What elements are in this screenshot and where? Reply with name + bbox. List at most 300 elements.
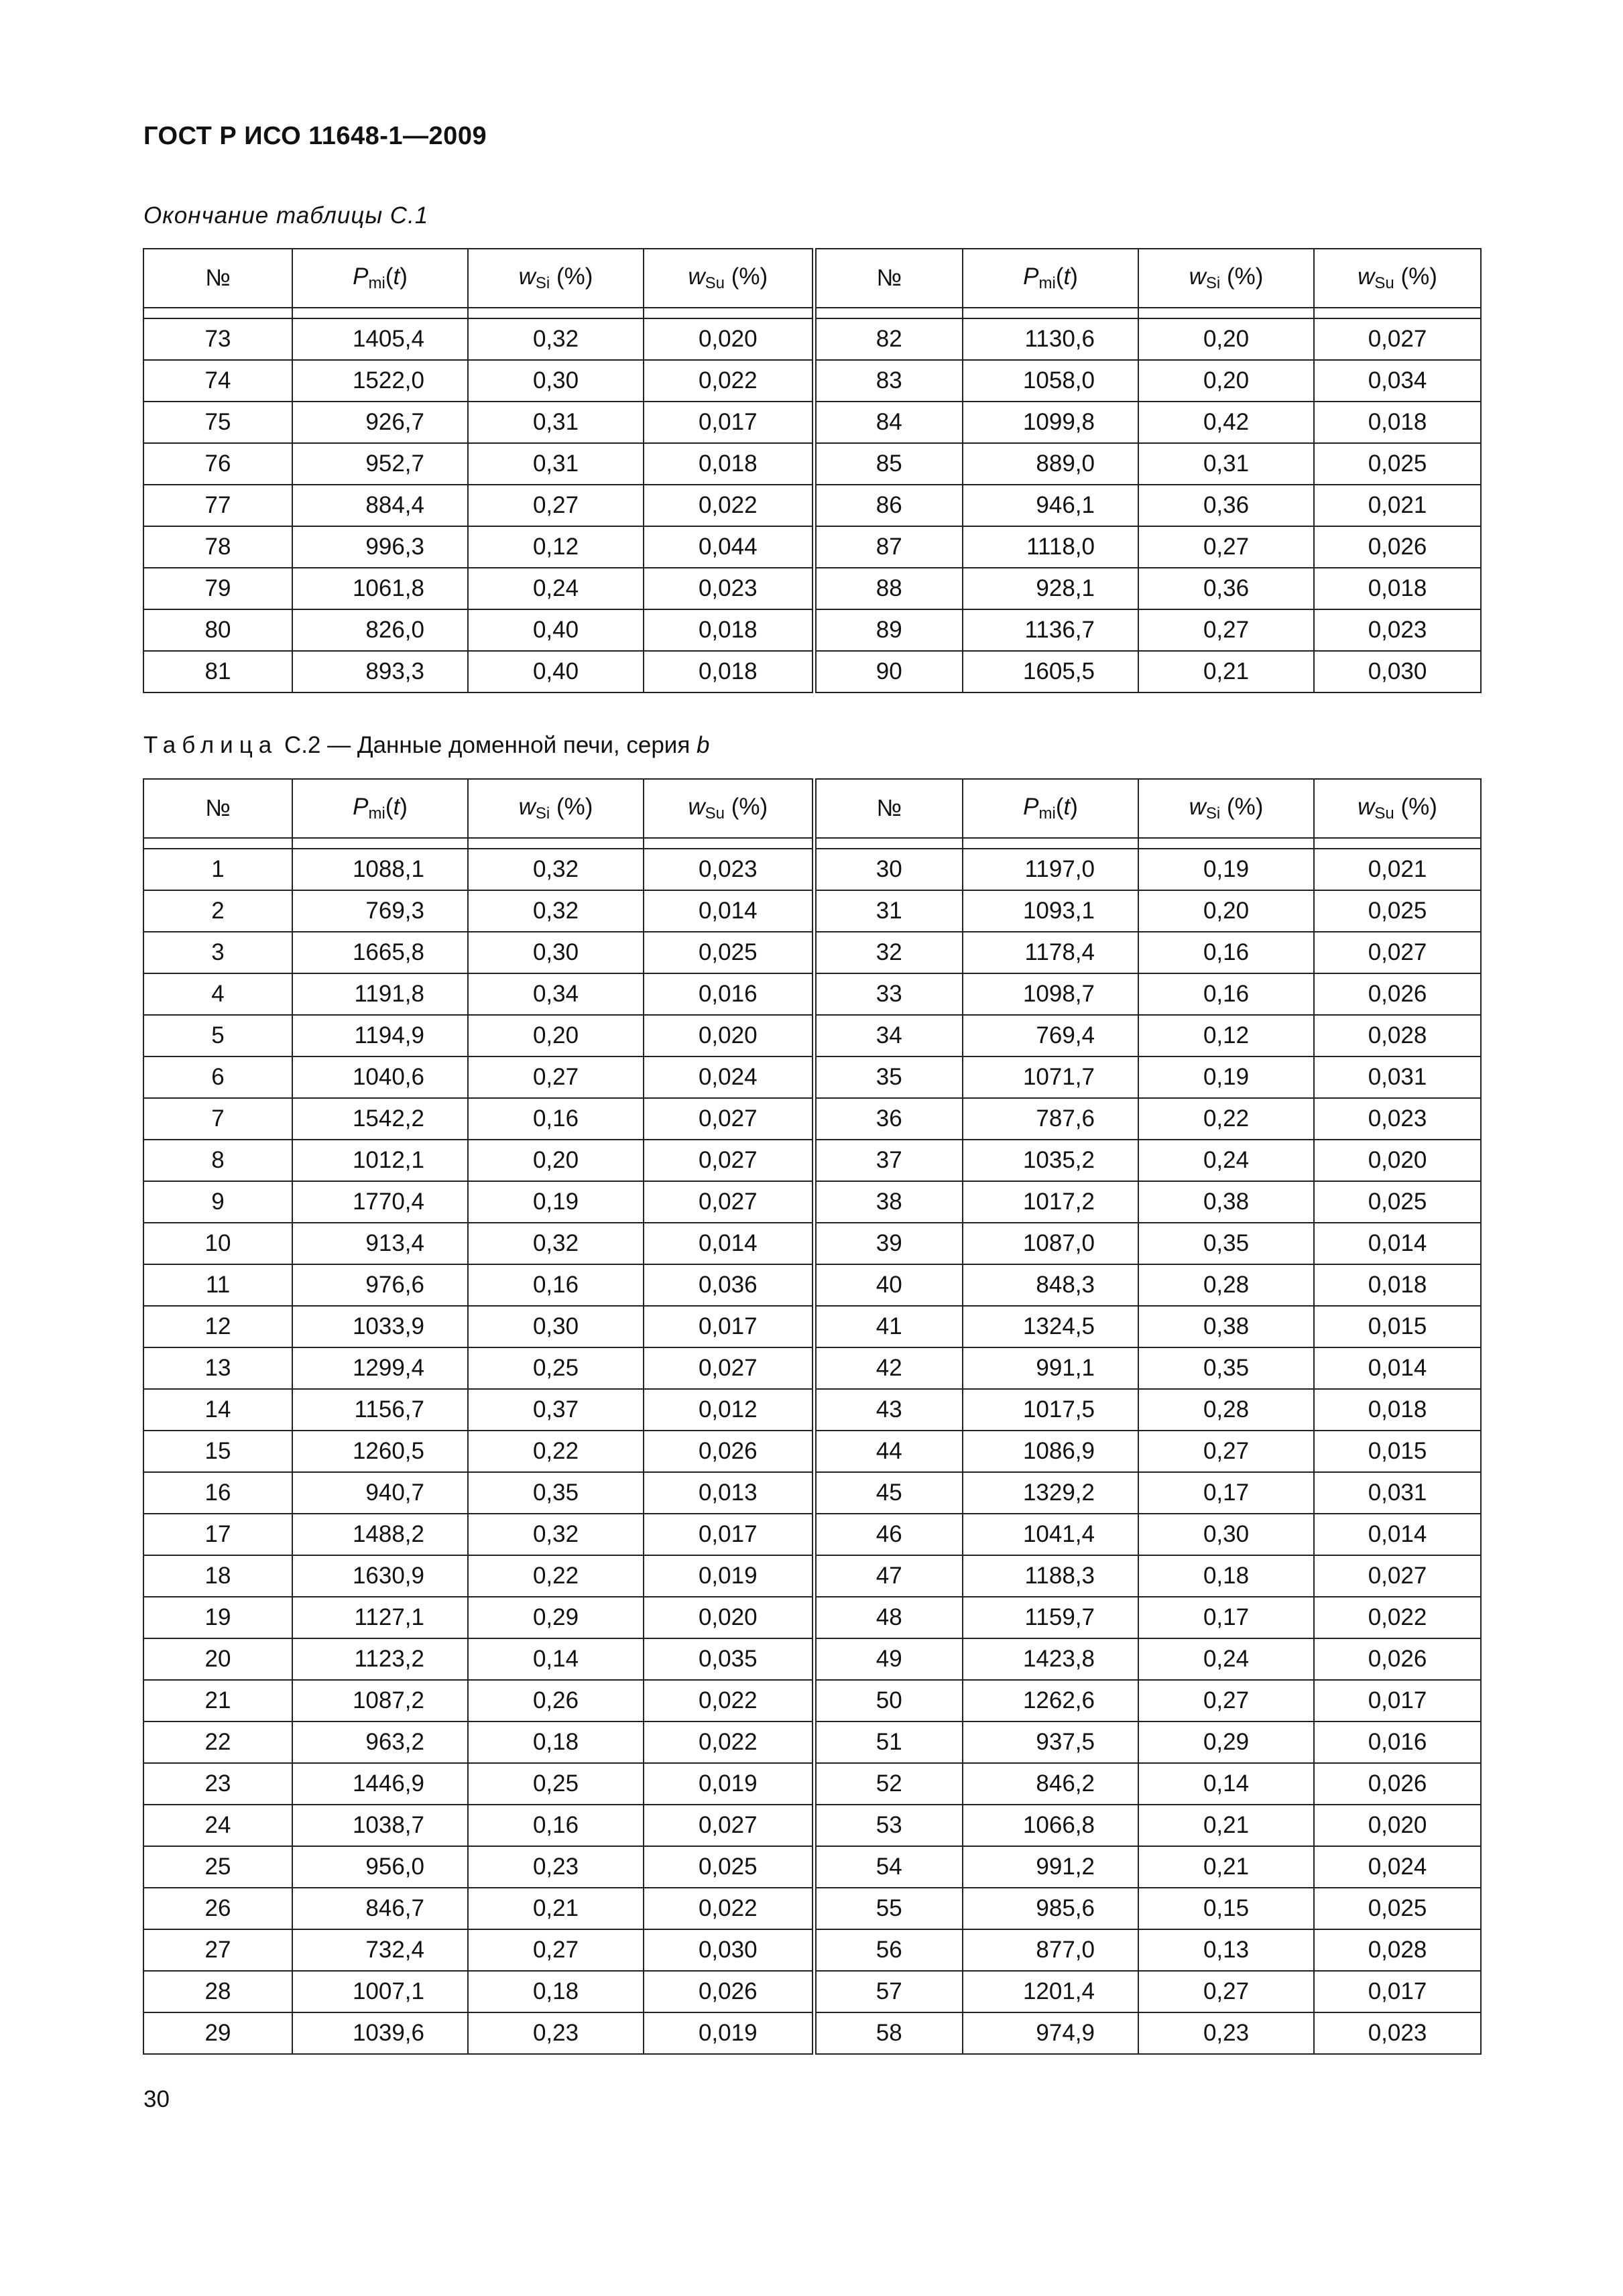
header-w-symbol: w: [518, 794, 536, 820]
table-c2: [143, 778, 1480, 2055]
cell-w-si: 0,30: [468, 360, 644, 402]
cell-w-su: 0,027: [1314, 932, 1481, 973]
cell-w-su: 0,026: [1314, 1638, 1481, 1680]
cell-p-mi: 769,4: [963, 1015, 1138, 1056]
table-row: [143, 443, 1481, 485]
gap-cell: [814, 308, 963, 318]
cell-w-su: 0,012: [644, 1389, 814, 1431]
header-number: №: [143, 779, 292, 838]
cell-w-si: 0,18: [468, 1721, 644, 1763]
table-row: [143, 485, 1481, 526]
cell-w-si: 0,27: [468, 1929, 644, 1971]
table-c1-end: [143, 248, 1480, 693]
cell-number: 38: [814, 1181, 963, 1223]
table-row: [143, 849, 1481, 890]
header-w-symbol: w: [1358, 263, 1375, 290]
cell-number: 25: [143, 1846, 292, 1888]
cell-w-su: 0,021: [1314, 849, 1481, 890]
cell-p-mi: 928,1: [963, 568, 1138, 609]
header-p-subscript: mi: [1038, 804, 1056, 823]
gap-cell: [292, 838, 468, 849]
table-row: [143, 1971, 1481, 2012]
cell-w-si: 0,25: [468, 1763, 644, 1805]
cell-p-mi: 1058,0: [963, 360, 1138, 402]
cell-w-si: 0,32: [468, 1514, 644, 1555]
cell-number: 36: [814, 1098, 963, 1140]
table-row: [143, 526, 1481, 568]
cell-number: 83: [814, 360, 963, 402]
cell-number: 12: [143, 1306, 292, 1347]
cell-w-si: 0,37: [468, 1389, 644, 1431]
cell-w-su: 0,017: [1314, 1680, 1481, 1721]
table-row: [143, 651, 1481, 692]
cell-w-su: 0,013: [644, 1472, 814, 1514]
cell-number: 23: [143, 1763, 292, 1805]
data-table: [143, 778, 1482, 2055]
cell-w-su: 0,027: [644, 1805, 814, 1846]
table-row: [143, 1805, 1481, 1846]
gap-cell: [143, 308, 292, 318]
cell-number: 39: [814, 1223, 963, 1264]
header-w-symbol: w: [1358, 794, 1375, 820]
cell-w-si: 0,14: [468, 1638, 644, 1680]
cell-p-mi: 1260,5: [292, 1431, 468, 1472]
cell-w-su: 0,018: [644, 651, 814, 692]
table-row: [143, 1472, 1481, 1514]
table-row: [143, 609, 1481, 651]
header-w-su: $w_{Su}$ (%): [644, 779, 814, 838]
cell-w-su: 0,014: [1314, 1223, 1481, 1264]
cell-w-su: 0,023: [644, 849, 814, 890]
cell-w-si: 0,25: [468, 1347, 644, 1389]
table-row: [143, 1347, 1481, 1389]
cell-w-su: 0,025: [1314, 443, 1481, 485]
cell-w-su: 0,044: [644, 526, 814, 568]
cell-p-mi: 913,4: [292, 1223, 468, 1264]
cell-number: 8: [143, 1140, 292, 1181]
cell-w-si: 0,18: [1138, 1555, 1314, 1597]
header-w-subscript: Si: [1205, 274, 1221, 292]
header-w-su: $w_{Su}$ (%): [1314, 779, 1481, 838]
table-row: [143, 1140, 1481, 1181]
cell-w-su: 0,022: [644, 360, 814, 402]
cell-p-mi: 1188,3: [963, 1555, 1138, 1597]
cell-w-si: 0,42: [1138, 402, 1314, 443]
cell-w-si: 0,34: [468, 973, 644, 1015]
cell-number: 84: [814, 402, 963, 443]
cell-w-su: 0,023: [1314, 1098, 1481, 1140]
cell-p-mi: 1087,2: [292, 1680, 468, 1721]
data-table: [143, 248, 1482, 693]
cell-number: 10: [143, 1223, 292, 1264]
cell-number: 17: [143, 1514, 292, 1555]
cell-w-si: 0,31: [468, 402, 644, 443]
header-w-symbol: w: [688, 794, 705, 820]
cell-number: 31: [814, 890, 963, 932]
cell-number: 51: [814, 1721, 963, 1763]
cell-p-mi: 884,4: [292, 485, 468, 526]
table-row: [143, 402, 1481, 443]
cell-number: 47: [814, 1555, 963, 1597]
cell-w-si: 0,29: [1138, 1721, 1314, 1763]
cell-number: 53: [814, 1805, 963, 1846]
cell-w-su: 0,018: [644, 609, 814, 651]
cell-w-su: 0,027: [644, 1181, 814, 1223]
header-w-subscript: Su: [705, 804, 725, 823]
cell-p-mi: 1012,1: [292, 1140, 468, 1181]
cell-p-mi: 1033,9: [292, 1306, 468, 1347]
header-w-subscript: Su: [1374, 804, 1394, 823]
cell-w-si: 0,12: [1138, 1015, 1314, 1056]
header-w-su: $w_{Su}$ (%): [1314, 249, 1481, 308]
cell-w-su: 0,022: [644, 1888, 814, 1929]
table-row: [143, 1223, 1481, 1264]
cell-number: 35: [814, 1056, 963, 1098]
cell-p-mi: 952,7: [292, 443, 468, 485]
cell-w-su: 0,031: [1314, 1056, 1481, 1098]
cell-w-su: 0,026: [1314, 526, 1481, 568]
cell-w-si: 0,40: [468, 651, 644, 692]
cell-w-si: 0,29: [468, 1597, 644, 1638]
cell-p-mi: 1197,0: [963, 849, 1138, 890]
cell-p-mi: 1178,4: [963, 932, 1138, 973]
cell-p-mi: 1035,2: [963, 1140, 1138, 1181]
cell-w-su: 0,018: [644, 443, 814, 485]
cell-p-mi: 991,2: [963, 1846, 1138, 1888]
header-p-subscript: mi: [368, 274, 385, 292]
cell-w-si: 0,19: [468, 1181, 644, 1223]
cell-w-si: 0,24: [1138, 1638, 1314, 1680]
cell-w-su: 0,025: [1314, 1181, 1481, 1223]
cell-number: 89: [814, 609, 963, 651]
cell-w-su: 0,030: [1314, 651, 1481, 692]
cell-p-mi: 1446,9: [292, 1763, 468, 1805]
cell-w-si: 0,21: [1138, 651, 1314, 692]
cell-number: 45: [814, 1472, 963, 1514]
cell-p-mi: 1329,2: [963, 1472, 1138, 1514]
table-row: [143, 1888, 1481, 1929]
cell-w-su: 0,020: [644, 1015, 814, 1056]
cell-number: 75: [143, 402, 292, 443]
cell-w-su: 0,022: [644, 1721, 814, 1763]
table-row: [143, 1721, 1481, 1763]
cell-p-mi: 877,0: [963, 1929, 1138, 1971]
header-p-symbol: P: [1023, 794, 1039, 820]
cell-w-su: 0,019: [644, 1763, 814, 1805]
cell-w-si: 0,12: [468, 526, 644, 568]
cell-w-su: 0,025: [1314, 890, 1481, 932]
cell-w-si: 0,18: [468, 1971, 644, 2012]
cell-p-mi: 963,2: [292, 1721, 468, 1763]
cell-w-si: 0,27: [1138, 609, 1314, 651]
cell-w-su: 0,020: [1314, 1140, 1481, 1181]
header-p-arg: t: [1063, 794, 1071, 820]
cell-w-si: 0,16: [1138, 973, 1314, 1015]
table-row: [143, 360, 1481, 402]
cell-p-mi: 1405,4: [292, 318, 468, 360]
table-row: [143, 1056, 1481, 1098]
cell-number: 40: [814, 1264, 963, 1306]
cell-w-si: 0,38: [1138, 1306, 1314, 1347]
cell-p-mi: 1194,9: [292, 1015, 468, 1056]
cell-p-mi: 974,9: [963, 2012, 1138, 2054]
cell-p-mi: 1542,2: [292, 1098, 468, 1140]
cell-number: 79: [143, 568, 292, 609]
cell-number: 21: [143, 1680, 292, 1721]
cell-number: 57: [814, 1971, 963, 2012]
cell-w-su: 0,028: [1314, 1929, 1481, 1971]
cell-p-mi: 956,0: [292, 1846, 468, 1888]
table-row: [143, 1098, 1481, 1140]
cell-number: 6: [143, 1056, 292, 1098]
cell-w-si: 0,22: [468, 1555, 644, 1597]
cell-number: 74: [143, 360, 292, 402]
cell-p-mi: 1488,2: [292, 1514, 468, 1555]
cell-p-mi: 846,2: [963, 1763, 1138, 1805]
header-w-subscript: Su: [1374, 274, 1394, 292]
cell-w-si: 0,31: [468, 443, 644, 485]
gap-cell: [143, 838, 292, 849]
cell-p-mi: 1123,2: [292, 1638, 468, 1680]
cell-w-si: 0,16: [468, 1264, 644, 1306]
gap-cell: [1314, 838, 1481, 849]
cell-w-si: 0,36: [1138, 485, 1314, 526]
cell-p-mi: 769,3: [292, 890, 468, 932]
table-row: [143, 1680, 1481, 1721]
header-p-symbol: P: [1023, 263, 1039, 290]
table-row: [143, 932, 1481, 973]
cell-w-su: 0,027: [644, 1140, 814, 1181]
cell-p-mi: 848,3: [963, 1264, 1138, 1306]
cell-w-si: 0,21: [1138, 1805, 1314, 1846]
cell-p-mi: 985,6: [963, 1888, 1138, 1929]
cell-p-mi: 937,5: [963, 1721, 1138, 1763]
cell-w-si: 0,20: [1138, 318, 1314, 360]
cell-p-mi: 1299,4: [292, 1347, 468, 1389]
gap-cell: [292, 308, 468, 318]
cell-number: 48: [814, 1597, 963, 1638]
cell-number: 34: [814, 1015, 963, 1056]
header-w-si: $w_{Si}$ (%): [468, 779, 644, 838]
cell-w-su: 0,025: [1314, 1888, 1481, 1929]
cell-w-su: 0,023: [1314, 2012, 1481, 2054]
header-gap-row: [143, 308, 1481, 318]
header-w-symbol: w: [1189, 794, 1206, 820]
cell-number: 55: [814, 1888, 963, 1929]
cell-number: 78: [143, 526, 292, 568]
gap-cell: [1314, 308, 1481, 318]
cell-w-su: 0,024: [1314, 1846, 1481, 1888]
gap-cell: [1138, 308, 1314, 318]
header-w-subscript: Si: [535, 274, 550, 292]
header-number: №: [143, 249, 292, 308]
cell-w-si: 0,22: [468, 1431, 644, 1472]
table-row: [143, 1181, 1481, 1223]
cell-w-si: 0,27: [1138, 1971, 1314, 2012]
cell-w-si: 0,35: [468, 1472, 644, 1514]
cell-p-mi: 1071,7: [963, 1056, 1138, 1098]
cell-w-su: 0,027: [644, 1098, 814, 1140]
cell-number: 26: [143, 1888, 292, 1929]
cell-w-su: 0,014: [644, 890, 814, 932]
table-row: [143, 318, 1481, 360]
cell-w-si: 0,20: [468, 1015, 644, 1056]
cell-number: 3: [143, 932, 292, 973]
cell-number: 24: [143, 1805, 292, 1846]
cell-number: 32: [814, 932, 963, 973]
cell-w-su: 0,020: [1314, 1805, 1481, 1846]
gap-cell: [468, 308, 644, 318]
cell-w-su: 0,027: [1314, 1555, 1481, 1597]
cell-number: 29: [143, 2012, 292, 2054]
cell-w-si: 0,22: [1138, 1098, 1314, 1140]
header-p-mi: $P_{mi}(t)$: [963, 779, 1138, 838]
header-w-si: $w_{Si}$ (%): [1138, 779, 1314, 838]
cell-w-si: 0,20: [1138, 890, 1314, 932]
cell-number: 82: [814, 318, 963, 360]
header-p-symbol: P: [353, 794, 369, 820]
cell-w-su: 0,028: [1314, 1015, 1481, 1056]
cell-w-si: 0,21: [1138, 1846, 1314, 1888]
cell-p-mi: 976,6: [292, 1264, 468, 1306]
cell-w-si: 0,32: [468, 318, 644, 360]
cell-w-si: 0,32: [468, 849, 644, 890]
cell-number: 58: [814, 2012, 963, 2054]
header-number: №: [814, 249, 963, 308]
cell-number: 50: [814, 1680, 963, 1721]
cell-number: 86: [814, 485, 963, 526]
cell-number: 90: [814, 651, 963, 692]
header-gap-row: [143, 838, 1481, 849]
header-w-symbol: w: [688, 263, 705, 290]
cell-w-si: 0,38: [1138, 1181, 1314, 1223]
cell-number: 76: [143, 443, 292, 485]
cell-w-su: 0,015: [1314, 1431, 1481, 1472]
cell-p-mi: 889,0: [963, 443, 1138, 485]
cell-p-mi: 1099,8: [963, 402, 1138, 443]
cell-number: 44: [814, 1431, 963, 1472]
cell-w-su: 0,026: [644, 1431, 814, 1472]
cell-p-mi: 1040,6: [292, 1056, 468, 1098]
cell-number: 14: [143, 1389, 292, 1431]
cell-w-su: 0,016: [1314, 1721, 1481, 1763]
table2-caption-text: С.2 — Данные доменной печи, серия: [284, 732, 690, 758]
cell-w-su: 0,020: [644, 318, 814, 360]
cell-w-si: 0,32: [468, 1223, 644, 1264]
header-p-arg: t: [393, 263, 400, 290]
header-p-arg: t: [393, 794, 400, 820]
cell-w-su: 0,024: [644, 1056, 814, 1098]
cell-number: 43: [814, 1389, 963, 1431]
header-p-subscript: mi: [1038, 274, 1056, 292]
cell-number: 80: [143, 609, 292, 651]
cell-w-si: 0,14: [1138, 1763, 1314, 1805]
cell-w-su: 0,018: [1314, 1264, 1481, 1306]
header-w-si: $w_{Si}$ (%): [468, 249, 644, 308]
cell-p-mi: 996,3: [292, 526, 468, 568]
cell-w-si: 0,16: [468, 1805, 644, 1846]
cell-p-mi: 826,0: [292, 609, 468, 651]
cell-w-si: 0,24: [468, 568, 644, 609]
cell-number: 37: [814, 1140, 963, 1181]
cell-p-mi: 1061,8: [292, 568, 468, 609]
gap-cell: [963, 838, 1138, 849]
cell-w-su: 0,022: [1314, 1597, 1481, 1638]
cell-number: 22: [143, 1721, 292, 1763]
table-row: [143, 1015, 1481, 1056]
cell-p-mi: 1130,6: [963, 318, 1138, 360]
gap-cell: [814, 838, 963, 849]
cell-w-si: 0,27: [1138, 1431, 1314, 1472]
cell-w-si: 0,20: [468, 1140, 644, 1181]
header-p-mi: $P_{mi}(t)$: [292, 249, 468, 308]
cell-number: 81: [143, 651, 292, 692]
gap-cell: [644, 838, 814, 849]
cell-w-si: 0,31: [1138, 443, 1314, 485]
cell-p-mi: 1127,1: [292, 1597, 468, 1638]
cell-w-su: 0,022: [644, 1680, 814, 1721]
cell-number: 33: [814, 973, 963, 1015]
cell-w-si: 0,23: [468, 1846, 644, 1888]
cell-w-su: 0,026: [1314, 1763, 1481, 1805]
table-row: [143, 1597, 1481, 1638]
cell-number: 9: [143, 1181, 292, 1223]
header-p-mi: $P_{mi}(t)$: [292, 779, 468, 838]
cell-w-su: 0,022: [644, 485, 814, 526]
cell-p-mi: 1017,2: [963, 1181, 1138, 1223]
cell-p-mi: 732,4: [292, 1929, 468, 1971]
table-row: [143, 568, 1481, 609]
cell-w-su: 0,035: [644, 1638, 814, 1680]
cell-number: 7: [143, 1098, 292, 1140]
cell-number: 88: [814, 568, 963, 609]
gap-cell: [1138, 838, 1314, 849]
cell-number: 41: [814, 1306, 963, 1347]
cell-w-su: 0,017: [1314, 1971, 1481, 2012]
cell-p-mi: 1136,7: [963, 609, 1138, 651]
table-row: [143, 2012, 1481, 2054]
cell-w-su: 0,018: [1314, 568, 1481, 609]
cell-p-mi: 1086,9: [963, 1431, 1138, 1472]
cell-p-mi: 1041,4: [963, 1514, 1138, 1555]
table-row: [143, 890, 1481, 932]
header-w-symbol: w: [1189, 263, 1206, 290]
table-row: [143, 1638, 1481, 1680]
table2-caption-series: b: [697, 732, 710, 758]
cell-number: 18: [143, 1555, 292, 1597]
cell-number: 15: [143, 1431, 292, 1472]
cell-w-si: 0,30: [468, 1306, 644, 1347]
cell-w-si: 0,36: [1138, 568, 1314, 609]
cell-w-si: 0,24: [1138, 1140, 1314, 1181]
cell-p-mi: 926,7: [292, 402, 468, 443]
cell-p-mi: 946,1: [963, 485, 1138, 526]
cell-p-mi: 1087,0: [963, 1223, 1138, 1264]
table-row: [143, 1929, 1481, 1971]
cell-w-su: 0,019: [644, 2012, 814, 2054]
cell-number: 28: [143, 1971, 292, 2012]
cell-p-mi: 1007,1: [292, 1971, 468, 2012]
table-row: [143, 1555, 1481, 1597]
table1-caption: Окончание таблицы С.1: [143, 202, 429, 229]
cell-w-su: 0,017: [644, 402, 814, 443]
cell-w-su: 0,027: [644, 1347, 814, 1389]
cell-w-si: 0,20: [1138, 360, 1314, 402]
header-p-subscript: mi: [368, 804, 385, 823]
cell-w-su: 0,026: [644, 1971, 814, 2012]
cell-w-su: 0,014: [1314, 1347, 1481, 1389]
cell-w-su: 0,031: [1314, 1472, 1481, 1514]
